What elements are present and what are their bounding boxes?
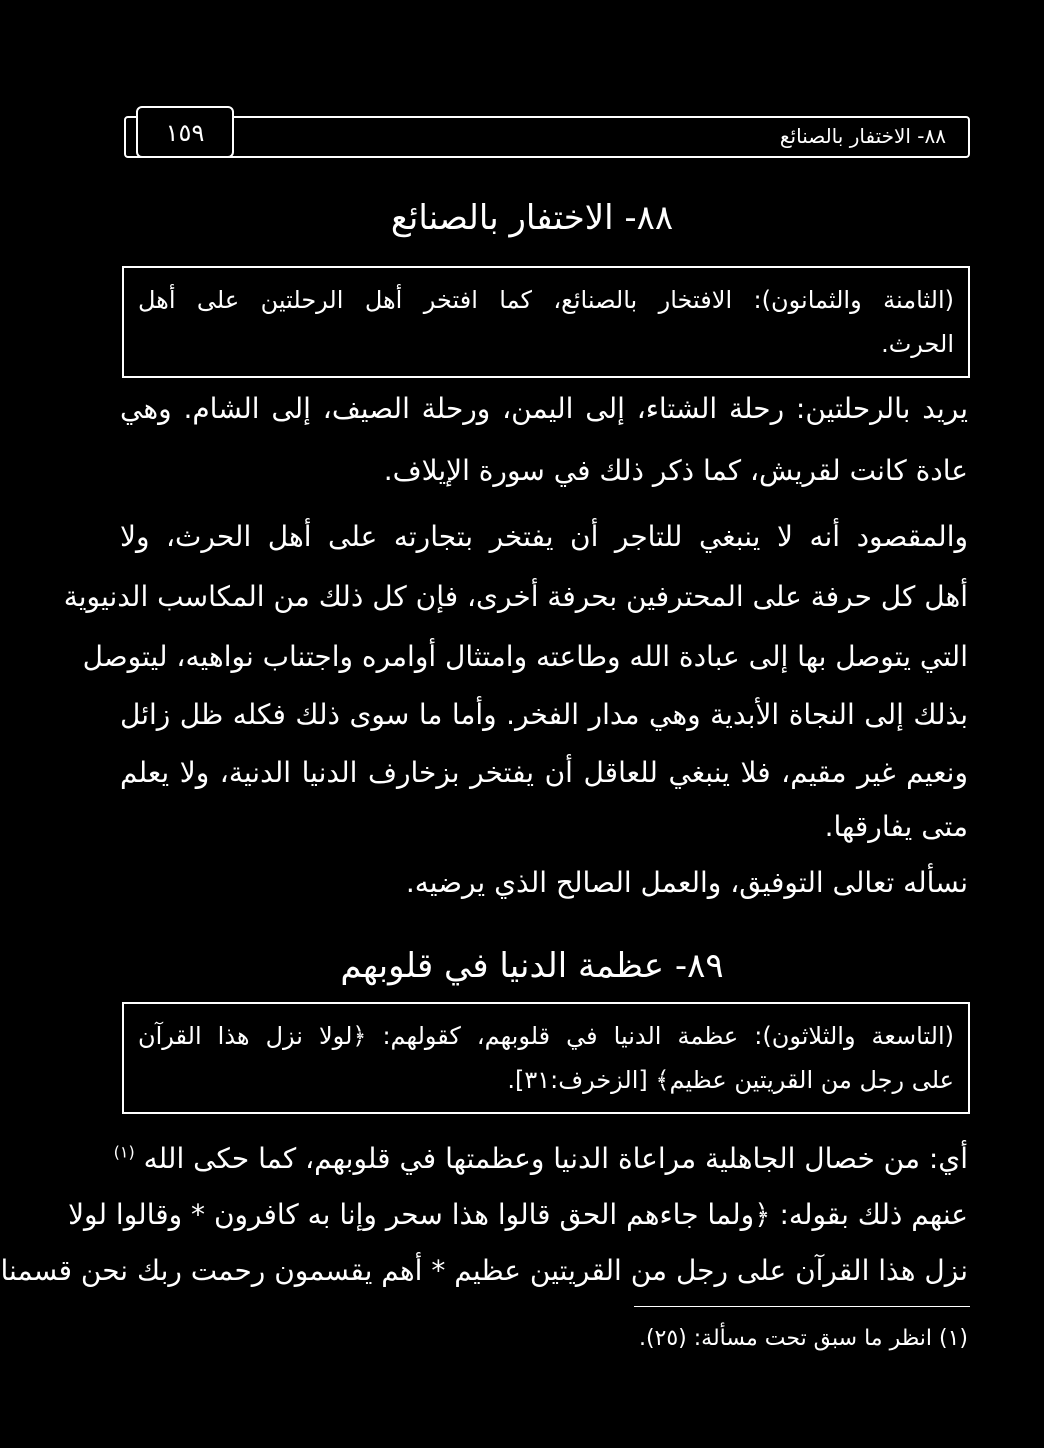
body-line: أهل كل حرفة على المحترفين بحرفة أخرى، فإن كل ذلك من المكاسب الدنيوية (63, 580, 968, 613)
section-88-summary-box (122, 266, 970, 378)
footnote-marker: (١) (113, 1142, 135, 1162)
summary-line: (الثامنة والثمانون): الافتخار بالصنائع، كما افتخر أهل الرحلتين على أهل (138, 286, 954, 314)
section-89-summary-box (122, 1002, 970, 1114)
page-number: ١٥٩ (136, 106, 234, 158)
body-line: عادة كانت لقريش، كما ذكر ذلك في سورة الإيلاف. (383, 454, 968, 487)
body-line: عنهم ذلك بقوله: ﴿ولما جاءهم الحق قالوا هذا سحر وإنا به كافرون * وقالوا لولا (68, 1198, 968, 1231)
body-line (113, 1142, 968, 1175)
footnote-rule (634, 1306, 970, 1307)
body-line: ونعيم غير مقيم، فلا ينبغي للعاقل أن يفتخر بزخارف الدنيا الدنية، ولا يعلم (120, 756, 968, 789)
section-89-title: ٨٩- عظمة الدنيا في قلوبهم (340, 946, 724, 986)
body-line: متى يفارقها. (824, 810, 968, 843)
summary-line: على رجل من القريتين عظيم﴾ [الزخرف:٣١]. (507, 1066, 954, 1094)
body-line: نسأله تعالى التوفيق، والعمل الصالح الذي يرضيه. (405, 866, 968, 899)
body-line: والمقصود أنه لا ينبغي للتاجر أن يفتخر بتجارته على أهل الحرث، ولا (120, 520, 968, 553)
footnote: (١) انظر ما سبق تحت مسألة: (٢٥). (638, 1326, 968, 1351)
body-line: يريد بالرحلتين: رحلة الشتاء، إلى اليمن، ورحلة الصيف، إلى الشام. وهي (120, 392, 968, 425)
body-line: نزل هذا القرآن على رجل من القريتين عظيم * أهم يقسمون رحمت ربك نحن قسمنا (0, 1254, 968, 1287)
running-header (124, 116, 970, 158)
body-line: بذلك إلى النجاة الأبدية وهي مدار الفخر. وأما ما سوى ذلك فكله ظل زائل (120, 698, 968, 731)
section-88-title: ٨٨- الاختفار بالصنائع (390, 198, 674, 238)
body-line: التي يتوصل بها إلى عبادة الله وطاعته وامتثال أوامره واجتناب نواهيه، ليتوصل (82, 640, 968, 673)
summary-line: الحرث. (881, 330, 954, 358)
body-line-text: أي: من خصال الجاهلية مراعاة الدنيا وعظمتها في قلوبهم، كما حكى الله (143, 1142, 968, 1175)
summary-line: (التاسعة والثلاثون): عظمة الدنيا في قلوبهم، كقولهم: ﴿لولا نزل هذا القرآن (138, 1022, 954, 1050)
running-title: ٨٨- الاختفار بالصنائع (779, 124, 946, 148)
